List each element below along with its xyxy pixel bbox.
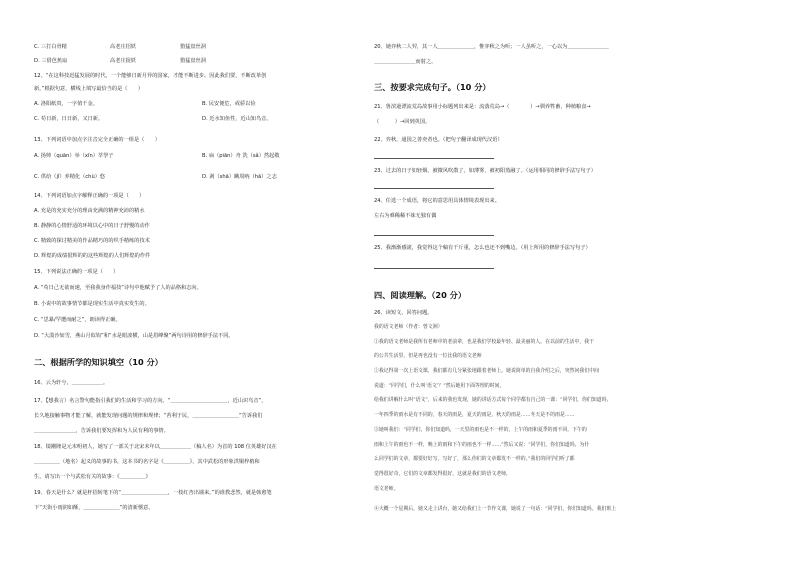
q13-option-a: A. 扬帅（quān）举（xīn）萃孥子 [34, 153, 114, 159]
q14-option-d: D. 辉煌的成绩很辉的的这些辉煌的人们辉煌的作件 [34, 253, 151, 259]
essay-line: ②我记得第一次上语文课，我们都有几分紧张地跟着老师上。她说简单的自我介绍之后，突然问我们中间 [374, 368, 599, 374]
q13-option-d: D. 剥（shā）瞒周吶（hā）之志 [202, 174, 277, 180]
q13-stem: 13、下列词语中加点字注音完全正确的一组是（ ） [34, 137, 160, 143]
q18-line-2: ＿＿＿＿＿（地名）起义的故事的书，这本书的名字是《＿＿＿＿＿》，其中武松的形象洪铜梓梢和 [34, 459, 260, 465]
q17-line-2: 长久地接触事物才能了解，就能发现问题的规律和规律；“苔利于民，＿＿＿＿＿＿＿＿＿”告诉我们 [34, 413, 263, 419]
q24-line-2: 左右为难稀稀不妹无独有偶 [374, 213, 437, 219]
q14-stem: 14、下列词语加点字解释正确的一项是（ ） [34, 193, 145, 199]
q12-option-d: D. 近水知鱼性，近山知鸟音。 [202, 116, 272, 122]
q11-option-c-label: C. 三打白骨精 [34, 44, 67, 50]
q12-stem-line-2: 新。”根据句意，横线上填写最恰当的是（ ） [34, 86, 144, 92]
q12-stem-line-1: 12、“在这科技迅猛发展的时代，一个能够日新月异的国家，才能不断进步。因此我们要，不断改革创 [34, 73, 267, 79]
essay-line: 语文老师。 [374, 486, 399, 492]
q15-option-d: D. “大漠沙如雪，燕山月似钩”和“水是眼波横，山是眉峰聚”两句诗用的修辞手法不同。 [34, 333, 234, 339]
q17-line-3: ＿＿＿＿＿＿＿＿，告诉我们要发挥和为人民有利的事情。 [34, 428, 169, 434]
q15-option-a: A. “苟日己无欲而速，至我我身作福技”诗句中他赋予了人的品格和志向。 [34, 285, 202, 291]
q15-option-c: C. “思暴/罕遭而耐之”，朗读得正确。 [34, 317, 121, 323]
q25-answer-line[interactable] [374, 268, 494, 269]
essay-line: 一年四季的雨水是有不同的，春天的雨是，夏天的雨是，秋天的雨是……冬天是不的雨是…… [374, 412, 575, 418]
q23-answer-line[interactable] [374, 188, 494, 189]
q25: 25、我渐渐感滚，我觉得这个稿有千斤重，怎么也还不到嘴边。（用上所用的修辞手法写句子） [374, 245, 591, 251]
q12-option-a: A. 洛阳纸贵，一字值千金。 [34, 101, 98, 107]
q12-option-b: B. 民安便危，戒骄以俭 [202, 101, 256, 107]
q22: 22、弈秋，通国之善奕者也。（把句子翻译成现代汉语） [374, 137, 503, 143]
essay-line: ④大概一个星期后，她又走上讲台，她又给我们上一节作文课，她说了一句话：“同学们，你们知道吗，我们班上 [374, 506, 617, 512]
q11-option-d-a: 高老庄捉妖 [110, 58, 136, 64]
q11-option-d-b: 猎猛盘丝洞 [180, 58, 206, 64]
q22-answer-line[interactable] [374, 158, 494, 159]
q23: 23、过去的日子如轻烟，被微风吹散了，如薄雾，被初阳蒸融了。（运用相同的修辞手法写句子） [374, 168, 596, 174]
q19-line-2: 下“天街小雨润如酥，＿＿＿＿＿＿＿”的清新惬意。 [34, 505, 154, 511]
section-3-heading: 三、按要求完成句子。（10 分） [374, 82, 491, 92]
q15-stem: 15、下列说法正确的一项是（ ） [34, 269, 119, 275]
essay-line: 给我们讲解什么叫“语文”，后来的我也发现，她的讲话方式每个同学都有自己的一课：“同学们，你们知道吗， [374, 397, 612, 403]
q12-option-c: C. 苟日新，日日新，又日新。 [34, 116, 104, 122]
q19-line-1: 19、春天是什么？就是杆招转笔下的“＿＿＿＿＿＿＿＿＿，一枝红杏出墙来。”的谁教悲然，就是韩愈笔 [34, 490, 272, 496]
essay-line: ①我的语文老师是我所有老师中的老前辈，也是我们学校最年轻、最美丽的人。在以前的生活中，我干 [374, 339, 595, 345]
q21-line-1: 21、鲁滨逊漂流荒岛故事用小标题列出来是：流落荒岛→（ ）→驯养牲畜、种植粮食→ [374, 104, 591, 110]
essay-line: 说道：“同学们，什么叫‘语文’？”然后她用下面等理的时间， [374, 383, 505, 389]
q18-line-3: 生，请写出一个与武松有关的故事：《＿＿＿＿＿》 [34, 474, 151, 480]
q18-line-1: 18、镜剛隆是元末明初人，她写了一部关于北宋末年以＿＿＿＿＿＿（稿人名）为首的 108 位英雄好汉在 [34, 444, 277, 450]
essay-title: 我的语文老师（作者：曾文洲） [374, 324, 443, 330]
q20-line-1: 20、她弈秋二人羿，其一人＿＿＿＿＿＿＿，惟弈秋之为听；一人虽听之，一心以为＿＿＿＿＿＿＿＿ [374, 44, 609, 50]
q11-option-c-a: 高老庄招妖 [110, 44, 136, 50]
q14-option-b: B. 静静的心情舒适的环境以心中的日子舒慢的动作 [34, 223, 150, 229]
essay-line: 的公共生活里，但是再也没有一位比我的语文老师 [374, 353, 482, 359]
q26-stem: 26、读短文，回答问题。 [374, 310, 433, 316]
essay-line: 么同学们的文章，都要好好写，写好了，那么你们的文章都发不一样的。”我们的同学们听了都 [374, 456, 575, 462]
section-4-heading: 四、阅读理解。（20 分） [374, 290, 467, 300]
q11-option-c-b: 猎猛盘丝洞 [180, 44, 206, 50]
q24-line-1: 24、任选一个成语，将它的意思用具体情境表现出来。 [374, 198, 500, 204]
q14-option-a: A. 充是的充实充分的理由充满的精神充沛的精水 [34, 208, 145, 214]
q20-line-2: ＿＿＿＿＿＿＿＿而射之。 [374, 59, 437, 65]
q14-option-c: C. 精致的探讨精美的作品精巧的的织手精练的技术 [34, 238, 150, 244]
q17-line-1: 17、【想我言）名言警句能指引我们的生活和学习的方向。“＿＿＿＿＿＿＿＿＿＿＿，近山识鸟音”， [34, 398, 267, 404]
q16: 16、云为轩兮，＿＿＿＿＿＿。 [34, 380, 109, 386]
essay-line: 雨和上午的雨也不一样，晚上的雨和下午的雨也不一样……”然后又说：“同学们，你们知道吗，为什 [374, 442, 590, 448]
essay-line: 觉得很好奇，它们的文章都发得很好，这就是我们的语文老师， [374, 471, 511, 477]
q13-option-c: C. 供给（jǐ）养精化（chù）悠 [34, 174, 106, 180]
q24-answer-line[interactable] [374, 235, 494, 236]
q15-option-b: B. 小说中的故事情节都是现实生活中真实发生的。 [34, 301, 150, 307]
q21-line-2: （ ）→回到英国。 [374, 119, 431, 125]
q13-option-b: B. 扁（piān）舟 洗（sǎ）然起敬 [202, 153, 280, 159]
section-2-heading: 二、根据所学的知识填空（10 分） [34, 357, 163, 367]
q11-option-d-label: D. 三借芭蕉扇 [34, 58, 68, 64]
essay-line: ③她叫我们：“同学们，你们知道吗，一天里的雨也是不一样的，上午的雨和夏季的雨不同，下午的 [374, 427, 587, 433]
